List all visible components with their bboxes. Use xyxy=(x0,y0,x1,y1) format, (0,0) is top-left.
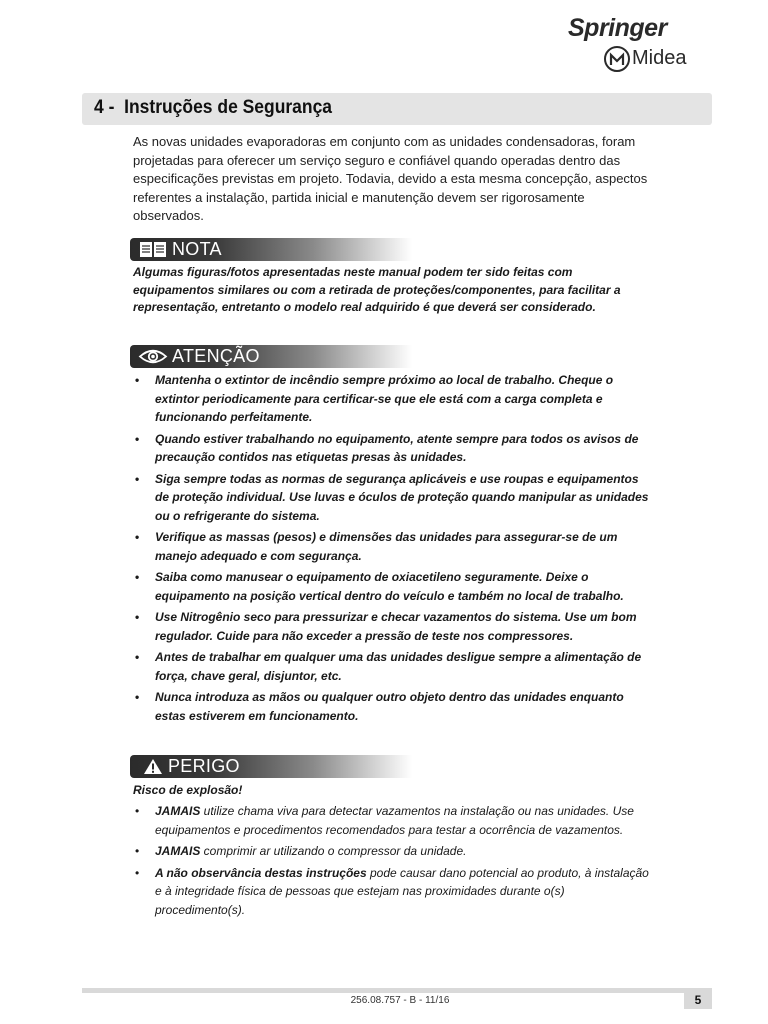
list-item: • Mantenha o extintor de incêndio sempre próximo ao local de trabalho. Cheque o extintor periodicamente para certificar-se que ele está com a carga completa e funcionando perfeitamente. xyxy=(133,371,655,427)
section-number: 4 - xyxy=(94,97,115,118)
list-item: • Verifique as massas (pesos) e dimensões das unidades para assegurar-se de um manejo adequado e com segurança. xyxy=(133,528,655,565)
perigo-list xyxy=(133,802,655,922)
item-text: pode causar dano potencial ao produto, à instalação e à integridade física de pessoas que estejam nas proximidades durante o(s) procedimento(s). xyxy=(155,865,649,917)
nota-banner xyxy=(130,238,412,261)
midea-logo-text: Midea xyxy=(632,47,687,69)
eye-icon xyxy=(138,348,168,365)
atencao-label: ATENÇÃO xyxy=(172,346,260,366)
keyword: A não observância destas instruções xyxy=(155,865,367,880)
section-title: Instruções de Segurança xyxy=(124,97,333,118)
atencao-list xyxy=(133,371,655,728)
footer-bar xyxy=(82,988,712,993)
page-number: 5 xyxy=(684,991,712,1009)
document-code: 256.08.757 - B - 11/16 xyxy=(350,995,450,1006)
perigo-label: PERIGO xyxy=(168,756,240,776)
list-item xyxy=(133,842,655,861)
warning-triangle-icon xyxy=(138,758,168,775)
nota-label: NOTA xyxy=(172,239,222,259)
list-item xyxy=(133,802,655,839)
perigo-subtitle: Risco de explosão! xyxy=(133,783,243,797)
section-heading xyxy=(94,97,332,119)
intro-paragraph: As novas unidades evaporadoras em conjunto com as unidades condensadoras, foram projetadas para oferecer um serviço seguro e confiável quando operadas dentro das especificações previstas em projeto. Todavia, devido a esta mesma concepção, aspectos referentes a instalação, partida inicial e manutenção devem ser rigorosamente observados. xyxy=(133,134,648,224)
nota-text: Algumas figuras/fotos apresentadas neste manual podem ter sido feitas com equipamentos similares ou com a retirada de proteções/componentes, para facilitar a representação, entretanto o modelo real adquirido é que deverá ser considerado. xyxy=(133,265,621,314)
list-item xyxy=(133,864,655,920)
keyword: JAMAIS xyxy=(155,804,201,818)
list-item: • Siga sempre todas as normas de segurança aplicáveis e use roupas e equipamentos de proteção individual. Use luvas e óculos de proteção quando manipular as unidades ou o refrigerante do sistema. xyxy=(133,470,655,526)
perigo-banner xyxy=(130,755,412,778)
list-item: • Saiba como manusear o equipamento de oxiacetileno seguramente. Deixe o equipamento na posição vertical dentro do veículo e também no local de trabalho. xyxy=(133,568,655,605)
book-icon xyxy=(138,241,168,258)
midea-swirl-icon xyxy=(602,44,632,74)
section-title-bar xyxy=(82,93,712,125)
list-item: • Antes de trabalhar em qualquer uma das unidades desligue sempre a alimentação de força, chave geral, disjuntor, etc. xyxy=(133,648,655,685)
item-text: utilize chama viva para detectar vazamentos na instalação ou nas unidades. Use equipamentos e procedimentos recomendados para testar a ocorrência de vazamentos. xyxy=(155,804,634,837)
list-item: • Quando estiver trabalhando no equipamento, atente sempre para todos os avisos de precaução contidos nas etiquetas presas às unidades. xyxy=(133,430,655,467)
atencao-banner xyxy=(130,345,412,368)
list-item: • Nunca introduza as mãos ou qualquer outro objeto dentro das unidades enquanto estas estiverem em funcionamento. xyxy=(133,688,655,725)
item-text: comprimir ar utilizando o compressor da unidade. xyxy=(200,844,467,858)
list-item: • Use Nitrogênio seco para pressurizar e checar vazamentos do sistema. Use um bom regulador. Cuide para não exceder a pressão de teste nos compressores. xyxy=(133,608,655,645)
keyword: JAMAIS xyxy=(155,844,201,858)
springer-logo-text: Springer xyxy=(568,14,667,42)
brand-logo xyxy=(568,14,718,78)
